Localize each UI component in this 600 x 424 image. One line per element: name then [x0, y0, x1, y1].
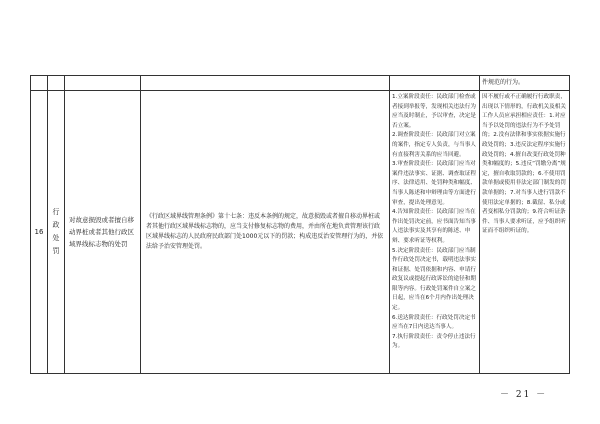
power-item-name: 对故意损毁或者擅自移动界桩或者其他行政区域界线标志物的处罚 [65, 91, 141, 374]
responsibility-list [390, 91, 480, 374]
power-type: 行政处罚 [48, 91, 65, 374]
list-item: 3.审查阶段责任：民政部门应当对案件违法事实、证据、调查取证程序、法律适用、处罚种类和幅度、当事人陈述和申辩理由等方面进行审查，提出处理意见。 [392, 161, 476, 206]
fault-situation-list [480, 91, 570, 374]
list-item: 2.调查阶段责任：民政部门对立案的案件，指定专人负责，与当事人有直接利害关系的应当回避。 [392, 132, 476, 158]
sequence-number: 16 [31, 91, 48, 374]
list-item: 6.送达阶段责任：行政处罚决定书应当在7日内送达当事人。 [392, 314, 476, 331]
list-item: 5.决定阶段责任：民政部门应当制作行政处罚决定书，载明违法事实和证据、处罚依据和内容、申请行政复议或提起行政诉讼的途径和期限等内容。行政处罚案件自立案之日起，应当在6个月内作出处理决定。 [392, 247, 476, 312]
page-number: － 21 － [500, 390, 548, 400]
list-item: 7.执行阶段责任：责令停止违法行为。 [392, 333, 476, 350]
continuation-fault-cell: 件规范的行为。 [480, 76, 570, 91]
list-item: 4.告知阶段责任：民政部门应当在作出处罚决定前，应书面告知当事人违法事实及其享有的陈述、申辩、要求听证等权利。 [392, 209, 476, 244]
fault-text: 因不履行或不正确履行行政职责，出现以下情形的，行政机关及相关工作人员应承担相应责任：1.对应当予以处罚的违法行为不予处罚的；2.没有法律和事实依据实施行政处罚的；3.违反法定程序实施行政处罚的；4.擅自改变行政处罚种类和幅度的；5.违反“罚缴分离”规定，擅自收取罚款的；6.不使用罚款单据或使用非法定部门制发的罚款单据的；7.对当事人进行罚款不使用法定单据的；8.截留、私分或者变相私分罚款的；9.符合听证条件、当事人要求听证，应予组织听证而不组织听证的。 [482, 94, 566, 235]
responsibility-table [30, 75, 570, 374]
legal-basis: 《行政区域界线管理条例》第十七条：违反本条例的规定，故意损毁或者擅自移动界桩或者其他行政区域界线标志物的，应当支付修复标志物的费用，并由所在地负责管理该行政区域界线标志的人民政府民政部门处1000元以下的罚款；构成违反治安管理行为的，并依法给予治安管理处罚。 [141, 91, 390, 374]
continuation-row [31, 76, 570, 91]
table-row [31, 91, 570, 374]
list-item: 1.立案阶段责任：民政部门检查或者接到举报等，发现相关违法行为应当及时制止，予以审查，决定是否立案。 [392, 94, 476, 129]
